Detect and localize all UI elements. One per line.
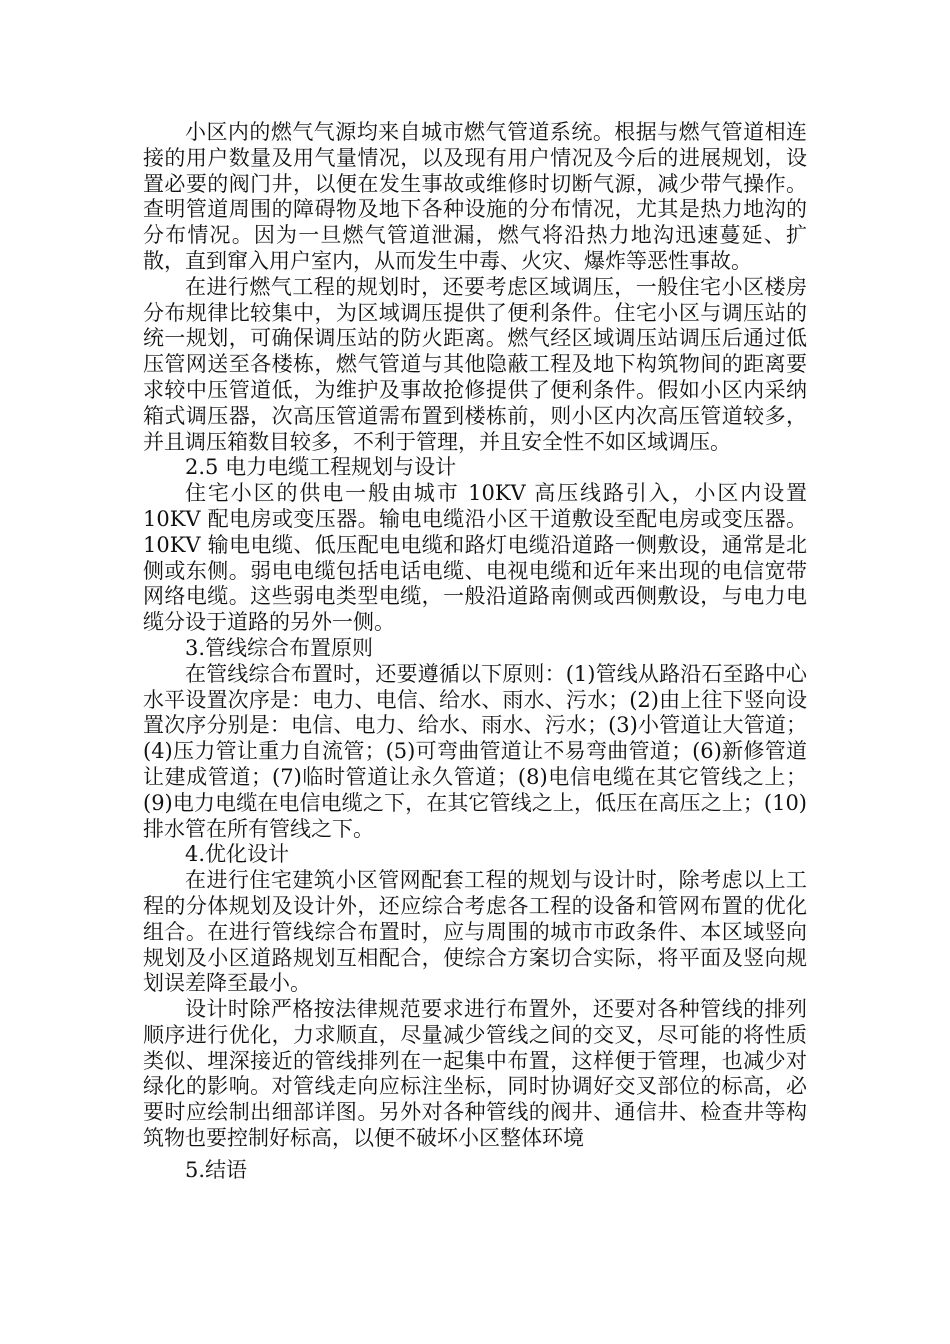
section-heading-power-cable: 2.5 电力电缆工程规划与设计 [185,455,457,480]
section-heading-optimization: 4.优化设计 [185,842,290,867]
paragraph-gas-source: 小区内的燃气气源均来自城市燃气管道系统。根据与燃气管道相连接的用户数量及用气量情况，以及现有用户情况及今后的进展规划，设置必要的阀门井，以便在发生事故或维修时切断气源，减少带气操作。查明管道周围的障碍物及地下各种设施的分布情况，尤其是热力地沟的分布情况。因为一旦燃气管道泄漏，燃气将沿热力地沟迅速蔓延、扩散，直到窜入用户室内，从而发生中毒、火灾、爆炸等恶性事故。 [143,120,807,273]
paragraph-layout-principles: 在管线综合布置时，还要遵循以下原则：(1)管线从路沿石至路中心水平设置次序是：电力、电信、给水、雨水、污水；(2)由上往下竖向设置次序分别是：电信、电力、给水、雨水、污水；(3)小管道让大管道；(4)压力管让重力自流管；(5)可弯曲管道让不易弯曲管道；(6)新修管道让建成管道；(7)临时管道让永久管道；(8)电信电缆在其它管线之上；(9)电力电缆在电信电缆之下，在其它管线之上，低压在高压之上；(10)排水管在所有管线之下。 [143,661,807,841]
paragraph-power-supply: 住宅小区的供电一般由城市 10KV 高压线路引入，小区内设置 10KV 配电房或变压器。输电电缆沿小区干道敷设至配电房或变压器。10KV 输电电缆、低压配电电缆和路灯电缆沿道路一侧敷设，通常是北侧或东侧。弱电电缆包括电话电缆、电视电缆和近年来出现的电信宽带网络电缆。这些弱电类型电缆，一般沿道路南侧或西侧敷设，与电力电缆分设于道路的另外一侧。 [143,481,807,635]
section-heading-pipeline-layout: 3.管线综合布置原则 [185,635,374,660]
paragraph-design-ordering: 设计时除严格按法律规范要求进行布置外，还要对各种管线的排列顺序进行优化，力求顺直，尽量减少管线之间的交叉，尽可能的将性质类似、埋深接近的管线排列在一起集中布置，这样便于管理，也减少对绿化的影响。对管线走向应标注坐标，同时协调好交叉部位的标高，必要时应绘制出细部详图。另外对各种管线的阀井、通信井、检查井等构筑物也要控制好标高，以便不破坏小区整体环境 [143,997,807,1151]
document-body [143,120,807,1184]
paragraph-regional-pressure: 在进行燃气工程的规划时，还要考虑区域调压，一般住宅小区楼房分布规律比较集中，为区域调压提供了便利条件。住宅小区与调压站的统一规划，可确保调压站的防火距离。燃气经区域调压站调压后通过低压管网送至各楼栋，燃气管道与其他隐蔽工程及地下构筑物间的距离要求较中压管道低，为维护及事故抢修提供了便利条件。假如小区内采纳箱式调压器，次高压管道需布置到楼栋前，则小区内次高压管道较多，并且调压箱数目较多，不利于管理，并且安全性不如区域调压。 [143,274,807,454]
paragraph-optimization-combination: 在进行住宅建筑小区管网配套工程的规划与设计时，除考虑以上工程的分体规划及设计外，还应综合考虑各工程的设备和管网布置的优化组合。在进行管线综合布置时，应与周围的城市市政条件、本区域竖向规划及小区道路规划互相配合，使综合方案切合实际，将平面及竖向规划误差降至最小。 [143,868,807,996]
section-heading-conclusion: 5.结语 [185,1157,248,1182]
